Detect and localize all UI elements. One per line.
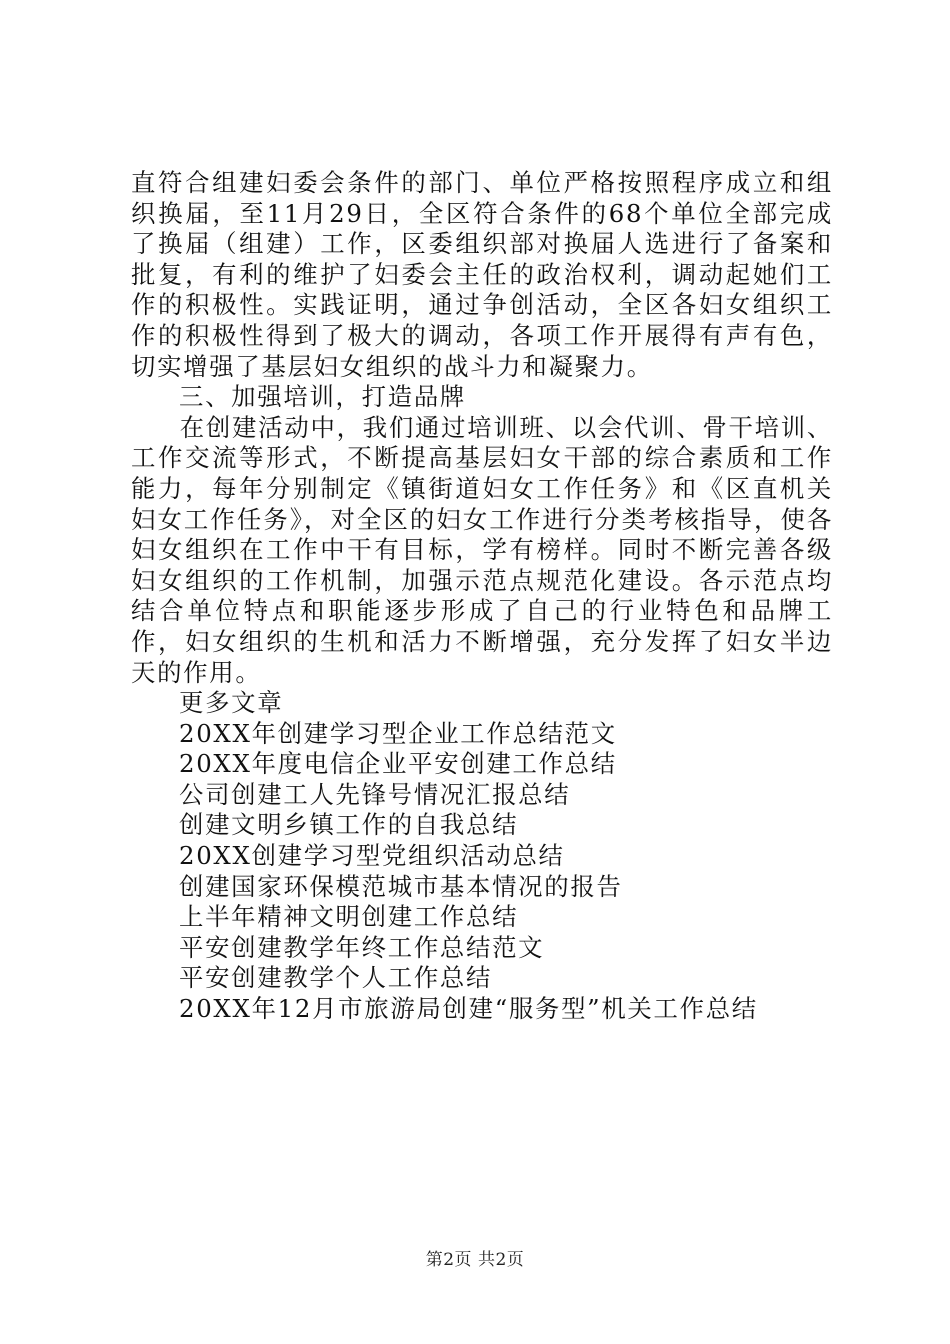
page-footer: 第2页 共2页 bbox=[425, 1250, 525, 1270]
article-link[interactable]: 20XX创建学习型党组织活动总结 bbox=[179, 841, 565, 871]
article-link[interactable]: 上半年精神文明创建工作总结 bbox=[179, 902, 519, 932]
article-link[interactable]: 公司创建工人先锋号情况汇报总结 bbox=[179, 779, 571, 809]
article-link[interactable]: 20XX年12月市旅游局创建“服务型”机关工作总结 bbox=[179, 994, 758, 1024]
document-body bbox=[131, 168, 833, 1025]
paragraph-training: 在创建活动中，我们通过培训班、以会代训、骨干培训、工作交流等形式，不断提高基层妇女干部的综合素质和工作能力，每年分别制定《镇街道妇女工作任务》和《区直机关妇女工作任务》，对全区的妇女工作进行分类考核指导，使各妇女组织在工作中干有目标，学有榜样。同时不断完善各级妇女组织的工作机制，加强示范点规范化建设。各示范点均结合单位特点和职能逐步形成了自己的行业特色和品牌工作，妇女组织的生机和活力不断增强，充分发挥了妇女半边天的作用。 bbox=[131, 412, 833, 687]
article-link[interactable]: 20XX年创建学习型企业工作总结范文 bbox=[179, 718, 617, 748]
more-articles-label: 更多文章 bbox=[179, 688, 284, 718]
more-articles-list bbox=[131, 719, 833, 1025]
section-heading: 三、加强培训，打造品牌 bbox=[179, 382, 466, 412]
article-link[interactable]: 平安创建教学年终工作总结范文 bbox=[179, 932, 545, 962]
article-link[interactable]: 创建国家环保模范城市基本情况的报告 bbox=[179, 871, 623, 901]
article-link[interactable]: 20XX年度电信企业平安创建工作总结 bbox=[179, 749, 617, 779]
article-link[interactable]: 平安创建教学个人工作总结 bbox=[179, 963, 493, 993]
paragraph-continuation: 直符合组建妇委会条件的部门、单位严格按照程序成立和组织换届，至11月29日，全区符合条件的68个单位全部完成了换届（组建）工作，区委组织部对换届人选进行了备案和批复，有利的维护了妇委会主任的政治权利，调动起她们工作的积极性。实践证明，通过争创活动，全区各妇女组织工作的积极性得到了极大的调动，各项工作开展得有声有色，切实增强了基层妇女组织的战斗力和凝聚力。 bbox=[131, 168, 833, 381]
article-link[interactable]: 创建文明乡镇工作的自我总结 bbox=[179, 810, 519, 840]
